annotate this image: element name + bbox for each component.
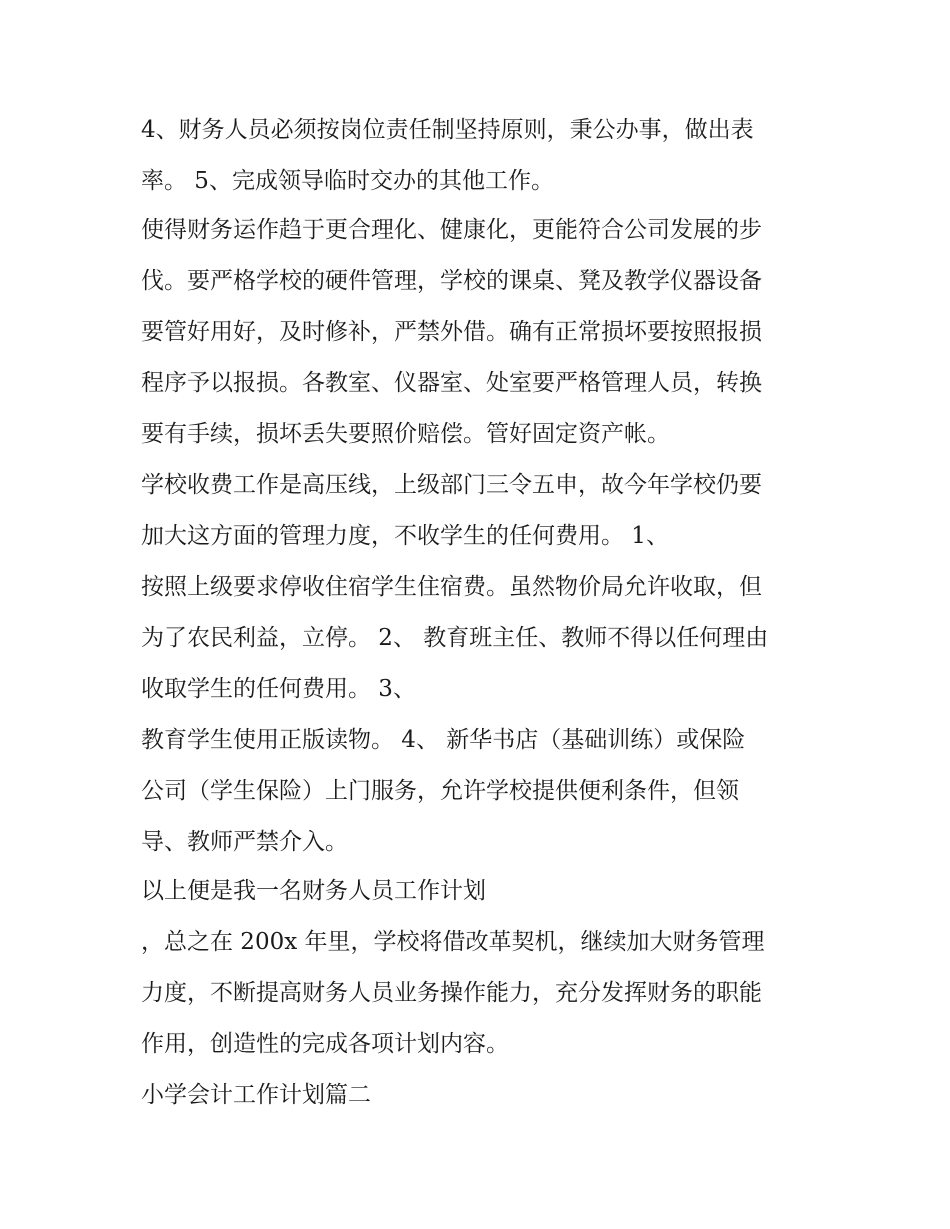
text-line: 作用，创造性的完成各项计划内容。: [141, 1031, 509, 1057]
text-line: 要有手续，损坏丢失要照价赔偿。管好固定资产帐。: [141, 421, 670, 447]
text-line: 导、教师严禁介入。: [141, 829, 348, 855]
text-line: ，总之在 200x 年里，学校将借改革契机，继续加大财务管理: [141, 929, 765, 955]
text-line: 使得财务运作趋于更合理化、健康化，更能符合公司发展的步: [141, 217, 762, 243]
text-line: 力度，不断提高财务人员业务操作能力，充分发挥财务的职能: [141, 980, 762, 1006]
text-line: 以上便是我一名财务人员工作计划: [141, 878, 486, 904]
text-line: 学校收费工作是高压线，上级部门三令五申，故今年学校仍要: [141, 472, 762, 498]
text-line: 程序予以报损。各教室、仪器室、处室要严格管理人员，转换: [141, 370, 762, 396]
text-line: 伐。要严格学校的硬件管理，学校的课桌、凳及教学仪器设备: [141, 268, 762, 294]
text-line: 率。 5、完成领导临时交办的其他工作。: [141, 168, 554, 194]
text-line: 加大这方面的管理力度，不收学生的任何费用。 1、: [141, 523, 669, 549]
text-line: 为了农民利益，立停。 2、 教育班主任、教师不得以任何理由: [141, 625, 769, 651]
text-line: 公司（学生保险）上门服务，允许学校提供便利条件，但领: [141, 778, 739, 804]
text-line: 要管好用好，及时修补，严禁外借。确有正常损坏要按照报损: [141, 319, 762, 345]
text-line: 收取学生的任何费用。 3、: [141, 676, 416, 702]
text-line: 4、财务人员必须按岗位责任制坚持原则，秉公办事，做出表: [141, 117, 754, 143]
text-line: 教育学生使用正版读物。 4、 新华书店（基础训练）或保险: [141, 727, 746, 753]
text-line: 按照上级要求停收住宿学生住宿费。虽然物价局允许收取，但: [141, 574, 762, 600]
section-heading: 小学会计工作计划篇二: [141, 1082, 371, 1108]
